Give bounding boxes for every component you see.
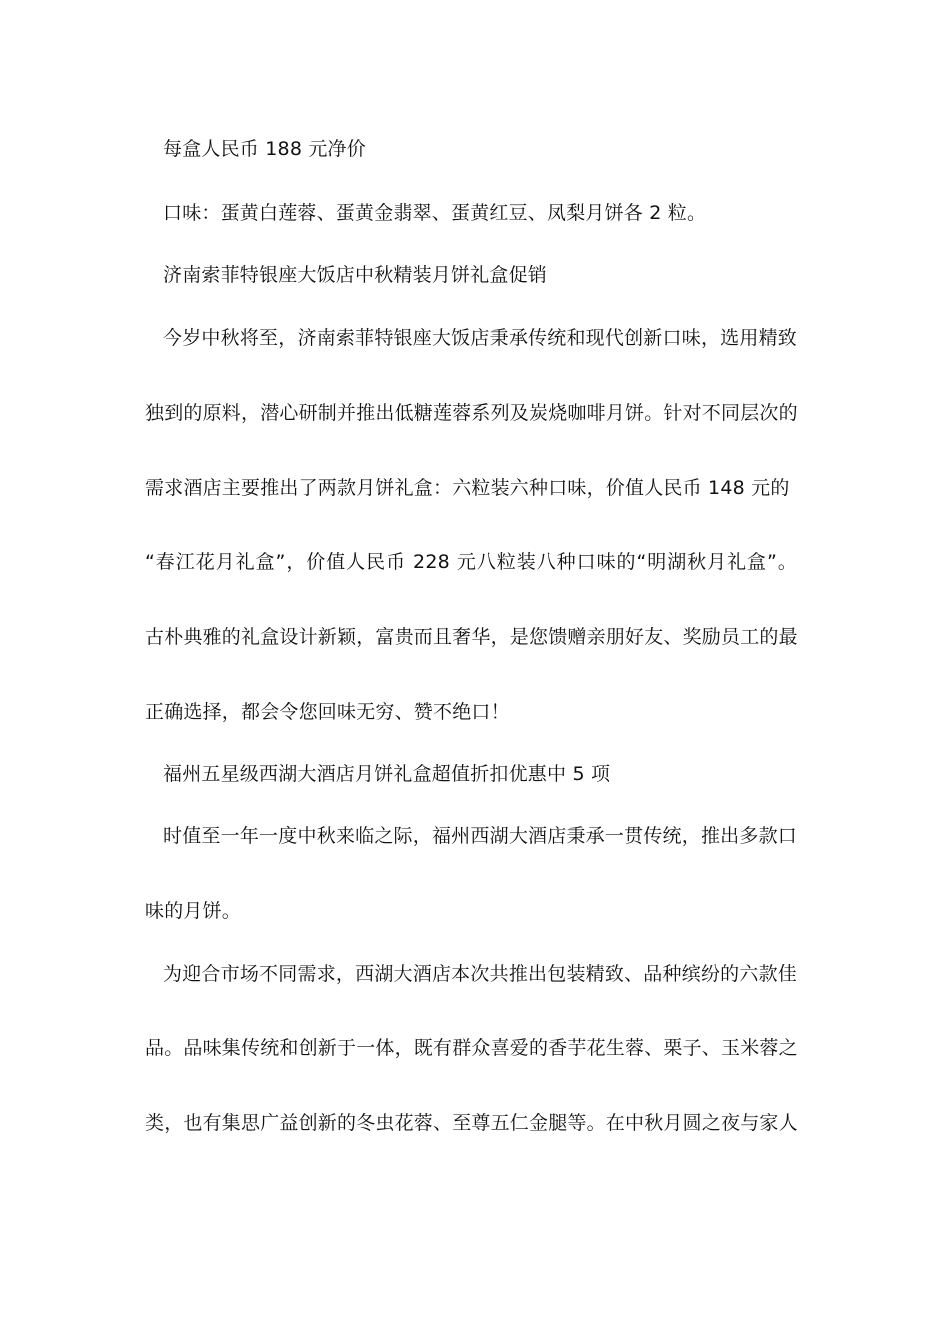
paragraph-jinan-line-5: 古朴典雅的礼盒设计新颖，富贵而且奢华，是您馈赠亲朋好友、奖励员工的最 — [145, 626, 798, 648]
price-line: 每盒人民币 188 元净价 — [163, 138, 366, 160]
paragraph-jinan-line-3: 需求酒店主要推出了两款月饼礼盒：六粒装六种口味，价值人民币 148 元的 — [145, 477, 790, 499]
flavor-line: 口味：蛋黄白莲蓉、蛋黄金翡翠、蛋黄红豆、凤梨月饼各 2 粒。 — [163, 202, 707, 224]
paragraph-fuzhou2-line-2: 品。品味集传统和创新于一体，既有群众喜爱的香芋花生蓉、栗子、玉米蓉之 — [145, 1037, 798, 1059]
section-heading-jinan: 济南索菲特银座大饭店中秋精装月饼礼盒促销 — [163, 264, 548, 286]
paragraph-jinan-line-2: 独到的原料，潜心研制并推出低糖莲蓉系列及炭烧咖啡月饼。针对不同层次的 — [145, 402, 798, 424]
paragraph-fuzhou2-line-1: 为迎合市场不同需求，西湖大酒店本次共推出包装精致、品种缤纷的六款佳 — [163, 963, 797, 985]
paragraph-fuzhou-line-1: 时值至一年一度中秋来临之际，福州西湖大酒店秉承一贯传统，推出多款口 — [163, 825, 797, 847]
paragraph-fuzhou2-line-3: 类，也有集思广益创新的冬虫花蓉、至尊五仁金腿等。在中秋月圆之夜与家人 — [145, 1112, 798, 1134]
section-heading-fuzhou: 福州五星级西湖大酒店月饼礼盒超值折扣优惠中 5 项 — [163, 763, 611, 785]
paragraph-jinan-line-1: 今岁中秋将至，济南索菲特银座大饭店秉承传统和现代创新口味，选用精致 — [163, 327, 797, 349]
paragraph-jinan-line-4: “春江花月礼盒”，价值人民币 228 元八粒装八种口味的“明湖秋月礼盒”。 — [145, 551, 797, 573]
paragraph-jinan-line-6: 正确选择，都会令您回味无穷、赞不绝口！ — [145, 701, 510, 723]
paragraph-fuzhou-line-2: 味的月饼。 — [145, 900, 242, 922]
